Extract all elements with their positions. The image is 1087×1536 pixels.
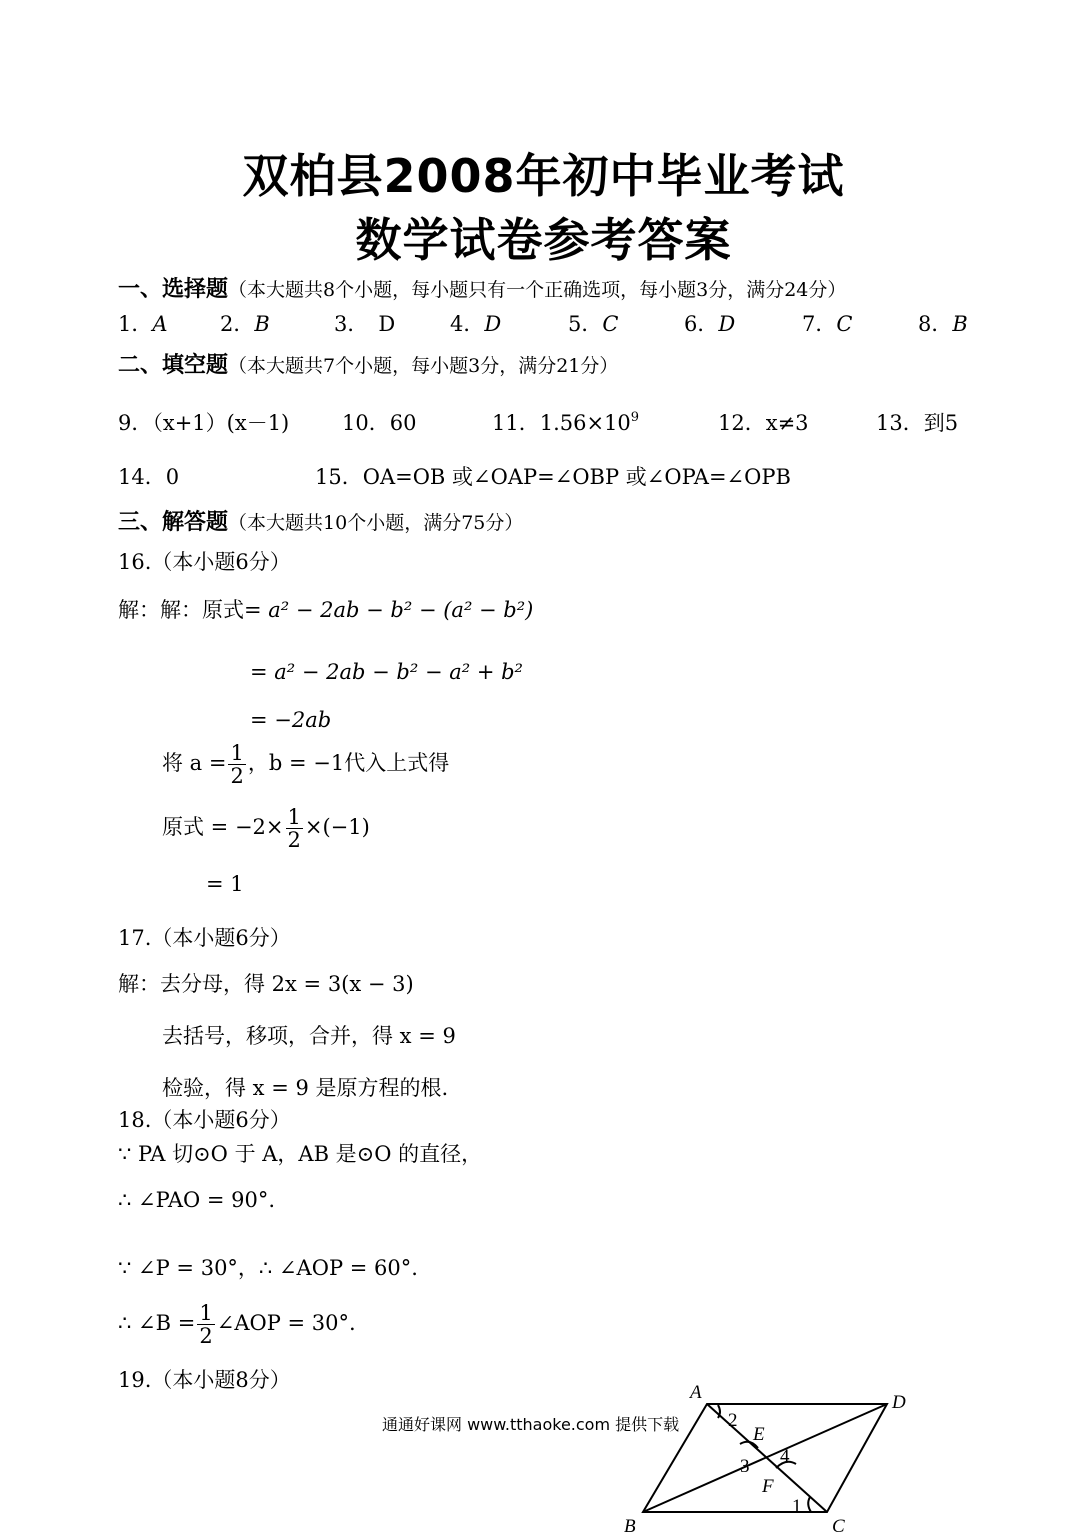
section3-note: （本大题共10个小题，满分75分）: [228, 512, 524, 534]
fill-answer-14: 14．0: [118, 465, 180, 489]
angle-mark-1: [808, 1497, 811, 1512]
mc-answer-8: 8．B: [918, 312, 968, 336]
fill-answer-10: 10．60: [342, 411, 417, 435]
q18-line2: ∴ ∠PAO = 90°.: [118, 1188, 276, 1212]
section2-title: 二、填空题: [118, 353, 229, 378]
label-b: B: [624, 1516, 636, 1536]
q17-line2: 去括号，移项，合并，得 x = 9: [162, 1024, 456, 1048]
label-angle-2: 2: [728, 1410, 738, 1431]
q16-line6: = 1: [206, 872, 244, 896]
fill-answer-9: 9．（x+1）(x－1): [118, 411, 290, 435]
label-angle-3: 3: [740, 1456, 750, 1477]
section3-title: 三、解答题: [118, 510, 229, 535]
q18-line4: ∴ ∠B = $\frac{1}{2}$ ∠AOP = 30°.: [118, 1301, 356, 1349]
q16-line4: 将 a = $\frac{1}{2}$ ，b = −1代入上式得: [162, 741, 450, 789]
q18-header: 18.（本小题6分）: [118, 1108, 291, 1132]
label-f: F: [762, 1476, 774, 1497]
q17-header: 17.（本小题6分）: [118, 926, 291, 950]
q16-line5: 原式 = −2× $\frac{1}{2}$ ×(−1): [162, 805, 370, 853]
q17-line1: 解：去分母，得 2x = 3(x − 3): [118, 972, 414, 996]
parallelogram-figure: [610, 1378, 930, 1536]
section2-heading: [118, 348, 618, 379]
mc-answer-6: 6．D: [684, 312, 736, 336]
label-angle-4: 4: [780, 1446, 790, 1467]
mc-answer-7: 7．C: [802, 312, 853, 336]
section1-note: （本大题共8个小题，每小题只有一个正确选项，每小题3分，满分24分）: [228, 279, 847, 301]
q16-line2: = a² − 2ab − b² − a² + b²: [250, 660, 523, 684]
mc-answer-3: 3． D: [334, 312, 396, 336]
page-subtitle: 数学试卷参考答案: [355, 213, 732, 267]
q16-line3: = −2ab: [250, 708, 332, 732]
label-c: C: [832, 1516, 845, 1536]
label-angle-1: 1: [792, 1496, 802, 1517]
q17-line3: 检验，得 x = 9 是原方程的根.: [162, 1076, 449, 1100]
label-a: A: [690, 1382, 702, 1403]
mc-answer-2: 2．B: [220, 312, 270, 336]
fill-answer-15: 15．OA=OB 或∠OAP=∠OBP 或∠OPA=∠OPB: [315, 465, 791, 489]
mc-answer-5: 5．C: [568, 312, 619, 336]
fill-answer-11: 11．$1.56\times 10^9$: [492, 410, 640, 435]
label-e: E: [753, 1424, 765, 1445]
q16-header: 16.（本小题6分）: [118, 550, 291, 574]
section1-title: 一、选择题: [118, 277, 229, 302]
section2-note: （本大题共7个小题，每小题3分，满分21分）: [228, 355, 619, 377]
footer-text: 通通好课网 www.tthaoke.com 提供下载: [382, 1415, 680, 1434]
fill-answer-13: 13．到5: [876, 411, 959, 435]
mc-answer-1: 1．A: [118, 312, 168, 336]
q16-line1: 解：解：原式= a² − 2ab − b² − (a² − b²): [118, 598, 534, 622]
section3-heading: [118, 505, 523, 536]
section1-heading: [118, 272, 846, 303]
mc-answer-4: 4．D: [450, 312, 502, 336]
fill-answer-12: 12．x≠3: [718, 411, 809, 435]
fraction: $\frac{1}{2}$: [230, 741, 244, 789]
fraction: $\frac{1}{2}$: [199, 1301, 213, 1349]
fraction: $\frac{1}{2}$: [287, 805, 301, 853]
angle-mark-2: [718, 1405, 720, 1418]
q18-line1: ∵ PA 切⊙O 于 A，AB 是⊙O 的直径，: [118, 1142, 483, 1166]
q19-header: 19.（本小题8分）: [118, 1368, 291, 1392]
page-title: 双柏县2008年初中毕业考试: [242, 149, 845, 203]
label-d: D: [892, 1392, 906, 1413]
q18-line3: ∵ ∠P = 30°，∴ ∠AOP = 60°.: [118, 1256, 418, 1280]
